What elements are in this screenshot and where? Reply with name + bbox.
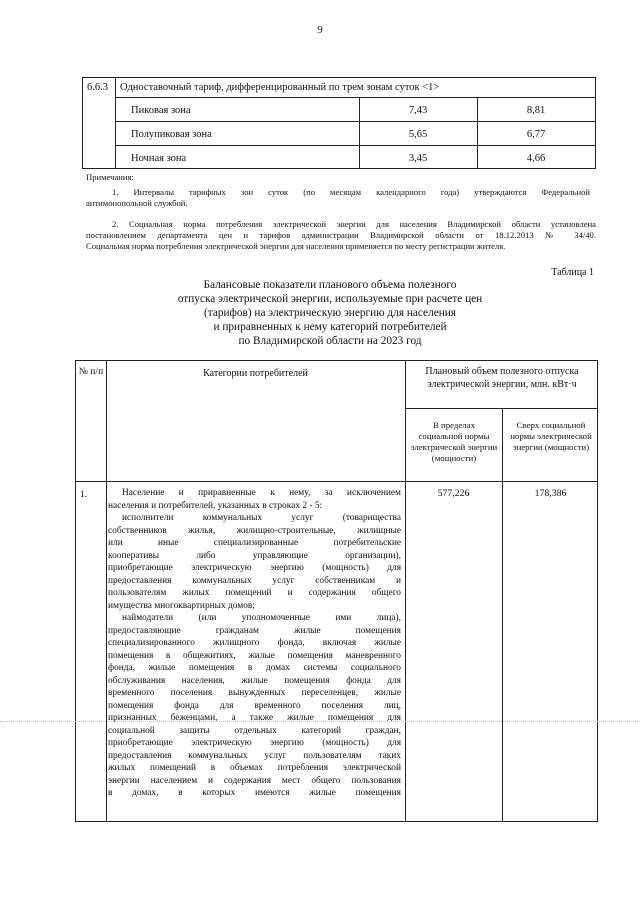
column-header-number: № п/п	[78, 366, 104, 377]
table-label: Таблица 1	[551, 267, 594, 278]
text-line: населения и потребителей, указанных в строках 2 - 5:	[108, 500, 323, 511]
text-line: специализированного жилищного фонда, включая жилые	[108, 638, 401, 648]
text-line: кооперативы либо управляющие организации),	[108, 550, 401, 561]
tariff-table	[82, 77, 596, 169]
note-2-line-1: 2. Социальная норма потребления электрической энергии для населения Владимирской области установлена	[112, 219, 596, 229]
scan-artifact-line	[0, 721, 640, 722]
value-above-norm: 178,386	[534, 488, 567, 499]
subheader-within-norm: В пределах социальной нормы электрической энергии (мощности)	[410, 420, 498, 463]
text-line: помещения фонда для временного поселения лиц,	[108, 700, 401, 711]
heading-line: Балансовые показатели планового объема полезного	[203, 279, 457, 291]
heading-line: по Владимирской области на 2023 год	[238, 335, 422, 347]
text-line: Население и приравненные к нему, за исключением	[122, 488, 401, 498]
text-line: предоставления коммунальных услуг пользователям таких	[108, 750, 401, 761]
text-line: в домах, в которых имеются жилые помещения	[108, 788, 401, 798]
zone-value-2: 6,77	[526, 129, 546, 140]
text-line: жилых помещений в объемах потребления электрической	[108, 763, 401, 773]
table-divider	[502, 408, 503, 821]
subheader-above-norm: Сверх социальной нормы электрической энергии (мощности)	[510, 420, 592, 452]
balance-table	[75, 360, 598, 822]
text-line: временного поселения вынужденных переселенцев, жилые	[108, 688, 401, 698]
zone-name: Полупиковая зона	[131, 129, 212, 140]
text-line: предоставляющие гражданам жилые помещения	[108, 625, 401, 636]
page-number: 9	[317, 24, 323, 36]
note-1-line-2: антимонопольной службой.	[86, 198, 188, 208]
table-divider	[76, 481, 597, 482]
table-divider	[106, 361, 107, 821]
table-divider	[115, 97, 595, 98]
tariff-row-id: 6.6.3	[87, 82, 108, 93]
text-line: обслуживания населения, жилые помещения фонда для	[108, 675, 401, 686]
column-header-category: Категории потребителей	[203, 368, 308, 379]
table-divider	[115, 145, 595, 146]
text-line: приобретающие электрическую энергию (мощность) для	[108, 563, 401, 573]
column-header-volume: Плановый объем полезного отпуска электрической энергии, млн. кВт·ч	[425, 366, 579, 390]
zone-value-1: 7,43	[408, 105, 428, 116]
table-divider	[405, 361, 406, 821]
text-line: приобретающие электрическую энергию (мощность) для	[108, 738, 401, 748]
row-number: 1.	[80, 489, 88, 500]
heading-line: и приравненных к нему категорий потребителей	[213, 321, 447, 333]
text-line: собственников жилья, жилищно-строительные, жилищные	[108, 525, 401, 536]
text-line: или иные специализированные потребительские	[108, 538, 401, 548]
zone-value-2: 8,81	[526, 105, 546, 116]
table-divider	[405, 408, 597, 409]
text-line: наймодатели (или уполномоченные ими лица),	[122, 613, 401, 623]
text-line: фонда, жилые помещения в домах системы социального	[108, 663, 401, 673]
tariff-header: Одноставочный тариф, дифференцированный по трем зонам суток <1>	[120, 82, 440, 93]
note-1-line-1: 1. Интервалы тарифных зон суток (по месяцам календарного года) утверждаются Федеральной	[112, 187, 590, 197]
heading-line: отпуска электрической энергии, используемые при расчете цен	[177, 293, 483, 305]
heading-line: (тарифов) на электрическую энергию для населения	[203, 307, 457, 319]
note-2-line-3: Социальная норма потребления электрической энергии для населения применяется по месту регистрации жителя.	[86, 241, 506, 251]
note-2-line-2: постановлением департамента цен и тарифов администрации Владимирской области от 18.12.2013 № 34/40.	[86, 230, 596, 240]
text-line: пользователям жилых помещений и содержания общего	[108, 588, 401, 598]
text-line: исполнители коммунальных услуг (товарищества	[122, 513, 401, 523]
category-description	[108, 487, 401, 800]
zone-name: Ночная зона	[131, 153, 187, 164]
notes-title: Примечания:	[86, 172, 134, 182]
text-line: социальной защиты отдельных категорий граждан,	[108, 725, 401, 736]
text-line: энергии населением и содержания мест общего пользования	[108, 775, 401, 786]
table-divider	[115, 78, 116, 168]
zone-value-1: 3,45	[408, 153, 428, 164]
text-line: имущества многоквартирных домов;	[108, 600, 255, 611]
text-line: предоставления коммунальных услуг собственникам и	[108, 575, 401, 586]
table-divider	[115, 121, 595, 122]
text-line: признанных беженцами, а также жилые помещения для	[108, 713, 401, 723]
zone-name: Пиковая зона	[131, 105, 191, 116]
text-line: помещения в общежитиях, жилые помещения маневренного	[108, 650, 401, 661]
value-within-norm: 577,226	[437, 488, 470, 499]
table-heading	[120, 278, 540, 348]
zone-value-1: 5,65	[408, 129, 428, 140]
zone-value-2: 4,66	[526, 153, 546, 164]
